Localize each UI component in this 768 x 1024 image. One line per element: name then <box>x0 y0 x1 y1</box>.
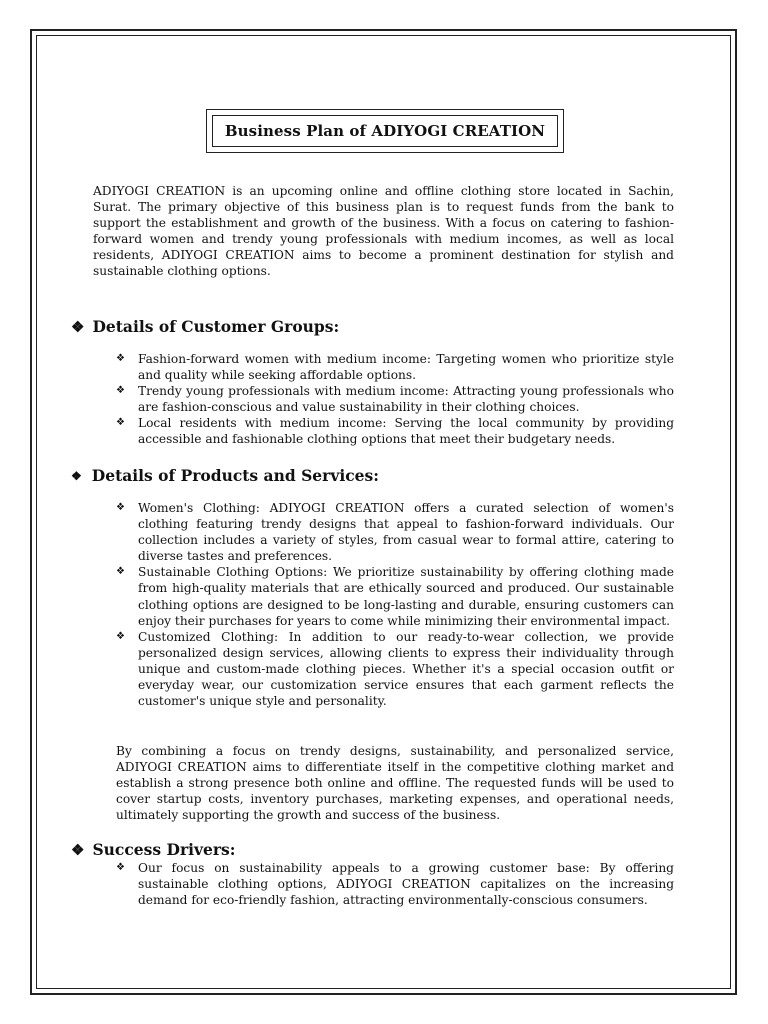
list-item: ❖ Customized Clothing: In addition to our ready-to-wear collection, we provide personalized design services, allowing clients to express their individuality through unique and custom-made clothing pieces. Whether it's a special occasion outfit or everyday wear, our customization service ensures that each garment reflects the customer's unique style and personality. <box>116 629 674 709</box>
success-drivers-heading <box>71 840 235 859</box>
page-title: Business Plan of ADIYOGI CREATION <box>212 115 558 147</box>
intro-paragraph: ADIYOGI CREATION is an upcoming online and offline clothing store located in Sachin, Surat. The primary objective of this business plan is to request funds from the bank to support the establishment and growth of the business. With a focus on catering to fashion-forward women and trendy young professionals with medium incomes, as well as local residents, ADIYOGI CREATION aims to become a prominent destination for stylish and sustainable clothing options. <box>93 184 674 279</box>
list-item: ❖ Fashion-forward women with medium income: Targeting women who prioritize style and quality while seeking affordable options. <box>116 352 674 383</box>
diamond-bullet-icon: ❖ <box>116 630 125 642</box>
customer-groups-list <box>116 351 674 448</box>
list-item: ❖ Our focus on sustainability appeals to a growing customer base: By offering sustainable clothing options, ADIYOGI CREATION capitalizes on the increasing demand for eco-friendly fashion, attracting environmentally-conscious consumers. <box>116 861 674 908</box>
diamond-bullet-icon: ❖ <box>116 353 125 364</box>
list-item: ❖ Sustainable Clothing Options: We prioritize sustainability by offering clothing made from high-quality materials that are ethically sourced and produced. Our sustainable clothing options are designed to be long-lasting and durable, ensuring customers can enjoy their purchases for years to come while minimizing their environmental impact. <box>116 565 674 628</box>
list-item: ❖ Trendy young professionals with medium income: Attracting young professionals who are fashion-conscious and value sustainability in their clothing choices. <box>116 384 674 415</box>
diamond-bullet-icon: ❖ <box>116 862 125 873</box>
diamond-bullet-icon: ❖ <box>116 566 125 578</box>
success-drivers-list <box>116 860 674 908</box>
diamond-bullet-icon: ❖ <box>116 385 125 397</box>
list-item: ❖ Local residents with medium income: Serving the local community by providing accessible and fashionable clothing options that meet their budgetary needs. <box>116 416 674 447</box>
customer-groups-heading-text: Details of Customer Groups: <box>92 317 340 336</box>
products-services-heading <box>71 466 379 485</box>
customer-groups-heading <box>71 317 339 336</box>
diamond-bullet-icon: ❖ <box>71 317 85 336</box>
diamond-bullet-icon: ❖ <box>71 468 82 483</box>
products-services-list <box>116 500 674 709</box>
summary-paragraph: By combining a focus on trendy designs, sustainability, and personalized service, ADIYOGI CREATION aims to differentiate itself in the competitive clothing market and establish a strong presence both online and offline. The requested funds will be used to cover startup costs, inventory purchases, marketing expenses, and operational needs, ultimately supporting the growth and success of the business. <box>116 744 674 823</box>
title-box <box>206 109 564 153</box>
diamond-bullet-icon: ❖ <box>71 840 85 859</box>
success-drivers-heading-text: Success Drivers: <box>92 840 236 859</box>
diamond-bullet-icon: ❖ <box>116 502 125 513</box>
diamond-bullet-icon: ❖ <box>116 417 125 429</box>
products-services-heading-text: Details of Products and Services: <box>91 466 379 485</box>
list-item: ❖ Women's Clothing: ADIYOGI CREATION offers a curated selection of women's clothing featuring trendy designs that appeal to fashion-forward individuals. Our collection includes a variety of styles, from casual wear to formal attire, catering to diverse tastes and preferences. <box>116 501 674 564</box>
